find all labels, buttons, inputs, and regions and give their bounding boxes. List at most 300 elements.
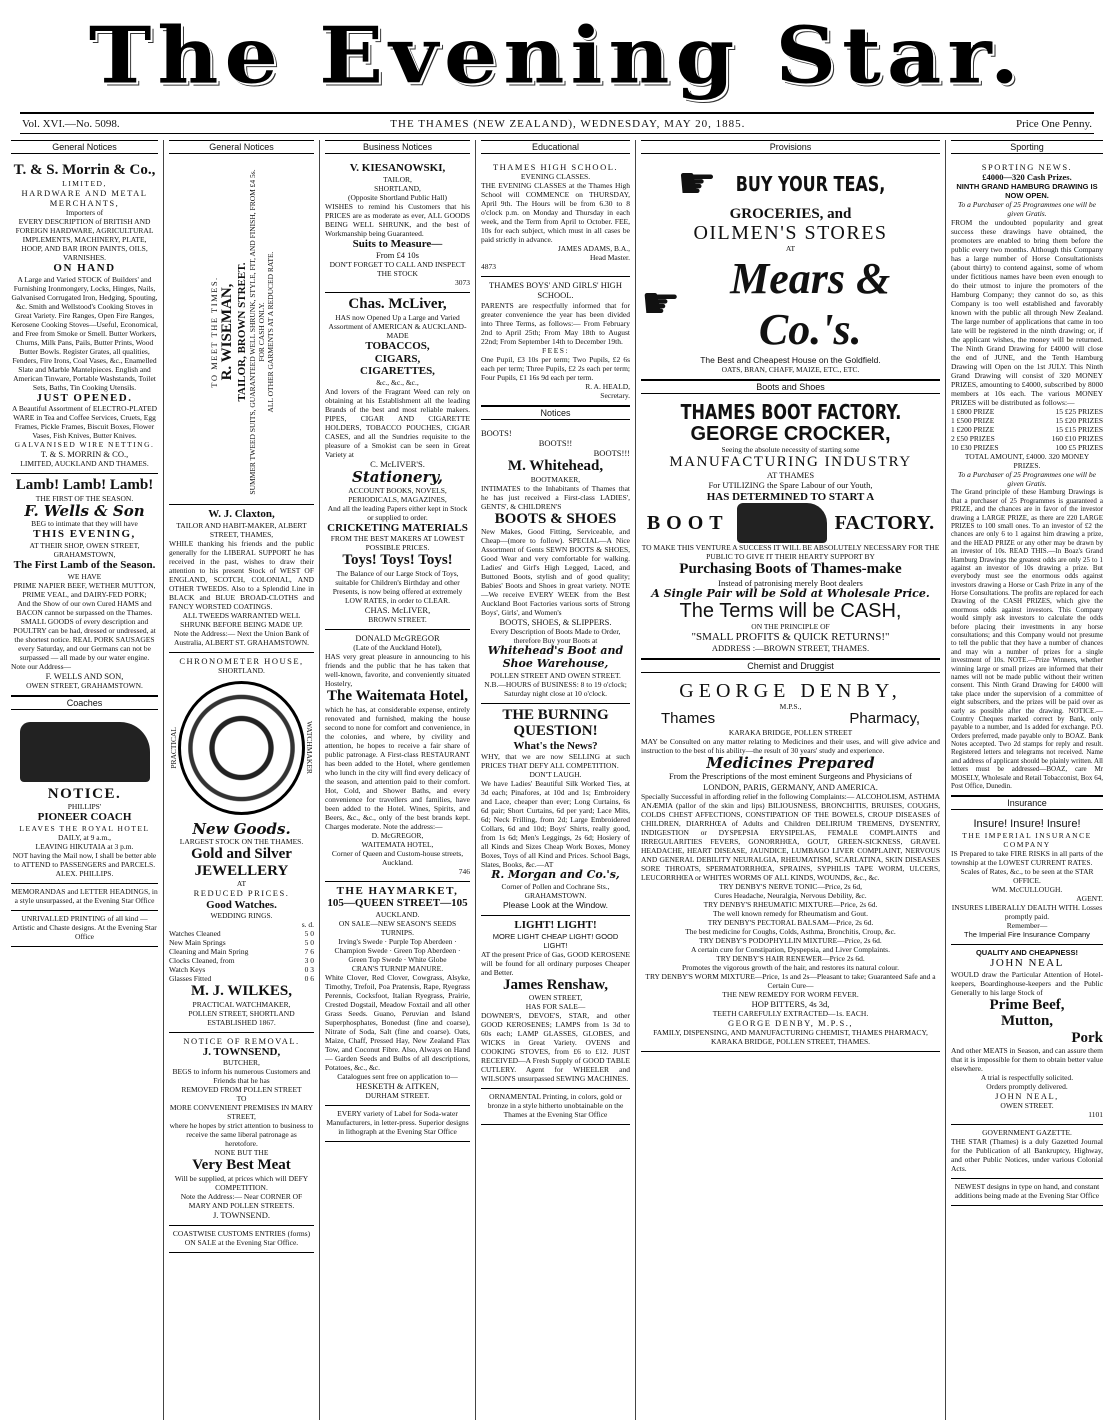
ad-morrin	[11, 159, 158, 474]
ad-morrin-onhand: ON HAND	[53, 261, 116, 274]
ad-chrono-watches: Good Watches.	[206, 898, 277, 911]
ad-girls-feebody: One Pupil, £3 10s per term; Two Pupils, £2 6s each per term; Three Pupils, £2 2s each per term; Four Pupils, £1 16s 9d each per term.	[481, 354, 630, 382]
ad-renshaw-street: OWEN STREET,	[528, 993, 583, 1003]
ad-labels: EVERY variety of Label for Soda-water Manufacturers, in letter-press. Superior designs in lithograph at the Evening Star Office	[325, 1106, 470, 1142]
ad-haymarket-town: AUCKLAND.	[375, 909, 420, 919]
ad-crocker-make: TO MAKE THIS VENTURE A SUCCESS IT WILL BE ABSOLUTELY NECESSARY FOR THE PUBLIC TO GIVE IT THEIR HEARTY SUPPORT BY	[641, 543, 940, 562]
ad-haymarket-sig: HESKETH & AITKEN,	[356, 1080, 439, 1091]
ad-claxton-name: W. J. Claxton,	[208, 508, 275, 520]
ad-insurance-agent: AGENT.	[1076, 894, 1103, 904]
ad-waitemata-hotel: The Waitemata Hotel,	[327, 688, 468, 705]
ad-sporting-purchaser: To a Purchaser of 25 Programmes one will be given Gratis.	[958, 200, 1096, 219]
ad-lamb-have: WE HAVE	[67, 571, 102, 581]
ad-removal-removed: REMOVED FROM POLLEN STREET	[181, 1085, 302, 1095]
ad-chrono-street: POLLEN STREET, SHORTLAND	[188, 1008, 295, 1018]
price-value: 3 0	[304, 956, 314, 966]
ad-lamb-addr1: F. WELLS AND SON,	[45, 670, 124, 681]
ad-renshaw-body: AT the present Price of Gas, GOOD KEROSENE will be found for all ordinary purposes Cheaper and Better.	[481, 949, 631, 977]
price-item: Cleaning and Main Spring	[169, 947, 249, 957]
column-general-notices-1	[6, 140, 164, 1420]
ad-haymarket-name: THE HAYMARKET,	[336, 884, 459, 897]
ad-lamb-intro: BEG to intimate that they will have	[31, 519, 138, 529]
ad-crocker	[641, 399, 940, 660]
prize-cell: 10 £30 PRIZES	[951, 443, 999, 453]
ad-insurance-sig: WM. McCULLOUGH.	[991, 885, 1063, 895]
ad-crocker-addr: ADDRESS :—BROWN STREET, THAMES.	[711, 643, 870, 654]
ad-memo: MEMORANDAS and LETTER HEADINGS, in a style unsurpassed, at the Evening Star Office	[11, 884, 158, 911]
ad-mcliver-more: And lovers of the Fragrant Weed can rely on obtaining at his Establishment all the leading Brands of the best and most reliable makers. PIPES, CIGAR AND CIGARETTE HOLDERS, TOBACCO POUCHES, CIGAR CASES, and all the Sundries requisite to the pleasure of a Smokist can be seen in Great Variety at	[325, 386, 470, 459]
price-value: 0 6	[304, 974, 314, 984]
ad-denby-hair: TRY DENBY'S HAIR RENEWER—Price 2s 6d.	[716, 953, 865, 963]
prize-cell: 1 £500 PRIZE	[951, 416, 995, 426]
ad-chrono-sub: SHORTLAND.	[218, 665, 265, 675]
ad-neal-orders: Orders promptly delivered.	[986, 1082, 1068, 1092]
ad-insurance-head: Insure! Insure! Insure!	[973, 818, 1081, 831]
ad-neal-name: JOHN NEAL	[990, 957, 1064, 970]
ad-lamb-shop: AT THEIR SHOP, OWEN STREET, GRAHAMSTOWN,	[29, 540, 140, 559]
ad-waitemata-body: HAS very great pleasure in announcing to his friends and the public that he has taken that well-known, favorite, and conveniently situated Hostelry,	[325, 652, 470, 689]
ad-morgan-news: What's the News?	[513, 739, 598, 752]
price-row	[169, 974, 314, 983]
ad-neal-num: 1101	[1088, 1110, 1103, 1120]
column-educational	[476, 140, 636, 1420]
ad-sporting-body: FROM the undoubted popularity and great success these drawings have obtained, the promoters are enabled to bring them before the public every two months. Although this Company has a large number of Horse Consultationists (about thirty) to contend against, some of whom under fictitious names have been even enough to do their utmost to injure the promoters of the Hamburg Company; they cannot do so, as this Company is too well established and favorably known with the public all through New Zealand. The large number of applications that came in too late will be registered in the ninth drawing; or, if the applicant wishes, the money will be returned. The Ninth Grand Drawing for £4000 will close the end of JUNE, and the Tenth Hamburg Drawing will Open on the 1st JULY. This Ninth Grand Drawing will consist of 320 MONEY PRIZES, amounting to £4000, subscribed by 8000 members at 10s each. The various MONEY PRIZES will be distributed as follows:—	[951, 218, 1103, 408]
column-general-notices-2	[164, 140, 320, 1420]
ad-denby-rheum2: The well known remedy for Rheumatism and Gout.	[713, 908, 868, 918]
ad-haymarket-list: Irving's Swede · Purple Top Aberdeen · Champion Swede · Green Top Aberdeen · Green Top Swede · White Globe	[334, 936, 461, 964]
ad-denby-podo2: A certain cure for Constipation, Dyspepsia, and Liver Complaints.	[691, 944, 890, 954]
ad-morrin-opened-body: A Beautiful Assortment of ELECTRO-PLATED WARE in Tea and Coffee Services, Cruets, Egg Frames, Pickle Frames, Biscuit Boxes, Flower Vases, Fish Knives, Butter Knives.	[12, 404, 157, 441]
ad-coach-body: NOT having the Mail now, I shall be better able to ATTEND to PASSENGERS and PARCELS.	[12, 850, 157, 869]
ad-denby-karaka: KARAKA BRIDGE, POLLEN STREET	[728, 727, 853, 737]
ad-denby-hair2: Promotes the vigorous growth of the hair, and restores its natural colour.	[682, 962, 899, 972]
ad-whitehead	[481, 425, 630, 704]
ad-wiseman-line4: SUMMER TWEED SUITS, GUARANTEED WELL SHRUNK, STYLE, FIT, AND FINISH, FROM £4 5s.	[247, 168, 257, 495]
ad-crocker-for: For UTILIZING the Spare Labour of our Youth,	[708, 480, 873, 491]
ad-crocker-principle: ON THE PRINCIPLE OF	[751, 621, 830, 631]
ad-morgan-look: Please Look at the Window.	[503, 899, 608, 910]
ad-coach-pioneer: PIONEER COACH	[37, 811, 132, 824]
ad-girls-body: PARENTS are respectfully informed that for greater convenience the year has been divided into Three Terms, as follows:— From February 2nd to April 25th; From May 18th to August 22nd; From September 14th to December 19th.	[481, 300, 630, 346]
ad-whitehead-boots1: BOOTS!	[481, 427, 512, 438]
prize-cell: 15 £25 PRIZES	[1055, 407, 1103, 417]
ad-removal-to: TO	[236, 1094, 247, 1104]
ad-hs-body: THE EVENING CLASSES at the Thames High School will COMMENCE on THURSDAY, April 9th. The Hours will be from 6.30 to 8 o'clock p.m. on Monday and Thursday in each week, and the Term from April to October. FEE, 10s for each subject, which must in all cases be paid strictly in advance.	[481, 181, 630, 245]
ad-crocker-terms: The Terms will be CASH,	[679, 599, 902, 622]
ad-renshaw-head: LIGHT! LIGHT!	[514, 919, 597, 932]
ad-renshaw	[481, 916, 630, 1089]
ad-haymarket-street: DURHAM STREET.	[365, 1091, 430, 1101]
ad-coach-phillips: PHILLIPS'	[67, 802, 102, 812]
price-value: 5 0	[304, 938, 314, 948]
section-heading-coaches: Coaches	[11, 696, 158, 710]
masthead	[0, 0, 1114, 110]
ad-denby-meds: Medicines Prepared	[706, 753, 875, 772]
ad-neal-beef: Prime Beef,	[989, 996, 1065, 1013]
ad-gazette-head: GOVERNMENT GAZETTE.	[982, 1128, 1072, 1138]
ad-renshaw-sub: MORE LIGHT CHEAP LIGHT! GOOD LIGHT!	[492, 931, 619, 950]
ad-haymarket-sale: ON SALE—NEW SEASON'S SEEDS	[338, 918, 457, 928]
ad-morrin-footer2: LIMITED, AUCKLAND AND THAMES.	[20, 459, 149, 469]
ad-waitemata-owner: DONALD McGREGOR	[355, 632, 440, 643]
ad-mcliver-sig: CHAS. McLIVER,	[364, 604, 431, 615]
clock-wheel-icon	[178, 681, 305, 815]
ad-chrono-price-list	[169, 929, 314, 983]
prize-row	[951, 425, 1103, 434]
ad-lamb-sub: THE FIRST OF THE SEASON.	[35, 493, 134, 503]
ad-chrono-reduced: REDUCED PRICES.	[193, 888, 290, 899]
ad-kiesanowski-body: WISHES to remind his Customers that his PRICES are as moderate as ever, ALL GOODS BEING WELL SHRUNK, and the best of Workmanship being Guaranteed.	[325, 201, 470, 238]
ad-haymarket-turnips: TURNIPS.	[380, 927, 415, 937]
ad-sporting-prize: £4000—320 Cash Prizes.	[982, 172, 1072, 183]
ad-neal-trial: A trial is respectfully solicited.	[980, 1073, 1074, 1083]
ad-denby-pharmacy: Pharmacy,	[849, 710, 920, 728]
ad-haymarket-body: White Clover, Red Clover, Cowgrass, Alsyke, Timothy, Trefoil, Poa Pratensis, Rape, Ryegrass Perennis, Cocksfoot, Italian Ryegrass, Prairie, Crested Dogstail, Meadow Foxtail and all other Grass Seeds. Guano, Peruvian and Island Superphosphates, Bonedust (fine and coarse), Nitrate of Soda, Salt (fine and coarse). Oats, Maize, Chaff, Pressed Hay, New Zealand Flax Tow, and Coconut Fibre. Also, Always on Hand— Garden Seeds and Bulbs of all descriptions, Potatoes, &c., &c.	[325, 972, 470, 1072]
ad-coach-daily: DAILY, at 9 a.m.,	[57, 832, 112, 842]
ad-mears-best: The Best and Cheapest House on the Goldfield.	[700, 354, 881, 365]
section-heading-chemist: Chemist and Druggist	[641, 659, 940, 673]
ad-renshaw-body2: DOWNER'S, DEVOE'S, STAR, and other GOOD KEROSENES; LAMPS from 1s 3d to 60s each; LAMP GLASSES, GLOBES, and WICKS in Great Variety. OVENS and COOKING STOVES, from £6 to £12. JUST RECEIVED—A Fresh Supply of GOOD TABLE CUTLERY. Agent for WHEELER and WILSON'S unsurpassed SEWING MACHINES.	[481, 1011, 630, 1084]
ad-renshaw-name: James Renshaw,	[502, 976, 608, 993]
ad-hs-name: THAMES HIGH SCHOOL.	[492, 162, 619, 172]
ad-neal-mutton: Mutton,	[1000, 1013, 1054, 1030]
ad-kiesanowski-trade: TAILOR,	[383, 174, 412, 184]
ad-chrono-gold: Gold and Silver JEWELLERY	[191, 846, 292, 879]
price-item: Watch Keys	[169, 965, 206, 975]
ad-morrin-opened: JUST OPENED.	[36, 391, 133, 404]
ad-kiesanowski	[325, 159, 470, 293]
ad-denby-name: GEORGE DENBY,	[679, 680, 902, 703]
ad-crocker-purch: Purchasing Boots of Thames-make	[679, 561, 902, 578]
ad-lamb-note: Note our Address—	[11, 661, 71, 671]
prize-row	[951, 434, 1103, 443]
ad-crocker-small: "SMALL PROFITS & QUICK RETURNS!"	[691, 630, 890, 643]
ad-crocker-at: AT THAMES	[766, 470, 815, 481]
ad-lamb-addr2: OWEN STREET, GRAHAMSTOWN.	[26, 680, 143, 690]
ad-kiesanowski-town: SHORTLAND,	[374, 183, 421, 193]
ad-chrono-practical: PRACTICAL	[169, 726, 178, 769]
ad-mcliver-makers: FROM THE BEST MAKERS AT LOWEST POSSIBLE PRICES.	[330, 534, 465, 553]
ad-whitehead-boots3: BOOTS!!!	[593, 447, 630, 458]
ad-neal-quality: QUALITY AND CHEAPNESS!	[975, 948, 1079, 958]
ad-claxton-all: ALL TWEEDS WARRANTED WELL SHRUNK BEFORE BEING MADE UP.	[180, 610, 303, 629]
ad-sporting-ninth: NINTH GRAND HAMBURG DRAWING IS NOW OPEN.	[956, 182, 1098, 201]
ad-whitehead-addr: POLLEN STREET AND OWEN STREET.	[490, 670, 621, 680]
ad-removal	[169, 1033, 314, 1227]
ad-kiesanowski-from: From £4 10s	[376, 250, 419, 261]
ad-whitehead-body3: Every Description of Boots Made to Order, therefore Buy your Boots at	[490, 627, 621, 646]
ad-ornamental: ORNAMENTAL Printing, in colors, gold or bronze in a style hitherto unobtainable on the Thames at the Evening Star Office	[481, 1089, 630, 1125]
ad-removal-supply: Will be supplied, at prices which will DEFY COMPETITION.	[174, 1173, 309, 1192]
boot-icon	[737, 503, 827, 543]
ad-kiesanowski-num: 3073	[455, 278, 470, 288]
ad-removal-meat: Very Best Meat	[192, 1157, 291, 1174]
ad-kiesanowski-forget: DON'T FORGET TO CALL AND INSPECT THE STOCK	[329, 260, 466, 279]
column-sporting	[946, 140, 1108, 1420]
ad-insurance-remember: Remember—	[1006, 921, 1048, 931]
price-row	[169, 938, 314, 947]
ad-mears-oats: OATS, BRAN, CHAFF, MAIZE, ETC., ETC.	[721, 364, 860, 374]
ad-sporting-body2: The Grand principle of these Hamburg Drawings is that a purchaser of 25 Programmes is guaranteed a PRIZE, and the chances are in favor of the investor drawing a LARGE PRIZE, as there are 220 LARGE PRIZES to 100 small ones. To an investor of £2 the chances are only 6 to 1 against him drawing a prize, and the HEAD PRIZE or any other may be drawn by an investor of 10s. READ THIS.—In Boaz's Grand Hamburg Drawings the greatest odds are only 25 to 1 against an investor of 10s drawing a prize. But everybody must see the enormous odds against investors drawing a Horse or Cash Prize in any of the Horse Consultations. The profits are replaced for each Drawing of the CASH PRIZES, which give the enormous odds against investors. This Company would simply ask investors to calculate the odds before placing their investments in any horse consultations; and this Company would not presume to tell the public that they have a number of chances and may win a number of prizes for a single investment of 10s. NOTE.—Prize Winners, whether winning large or small prizes are informed that their names will not be made public without their written consent. This Ninth Grand Drawing for £4000 will take place under the supervision of a committee of eight subscribers, and the prizes will be paid over as early as possible after the drawing. NOTICE.—Country Cheques marked correct by Bank, only payable to a number, and 1s added for exchange. P.O. Orders preferred, made payable only to BOAZ. Bank Notes accepted. Two 2d stamps for reply and result. Registered letters and telegrams not received. Name and address of applicant should be plainly written. All letters must be addressed—BOAZ, care Mr MOSELY, Wholesale and Retail Tobacconist, Box 64, Post Office, Dunedin.	[951, 488, 1103, 791]
ad-newest: NEWEST designs in type on hand, and constant additions being made at the Evening Star Office	[951, 1179, 1103, 1206]
ad-morgan-head: THE BURNING QUESTION!	[502, 706, 609, 740]
ad-mcliver-sigstreet: BROWN STREET.	[368, 614, 427, 624]
ad-morgan-body2: We have Ladies' Beautiful Silk Worked Ties, at 3d each; Pinafores, at 10d and 1s; Embroidery and Lace, cheaper than ever; Long Curtains, 6s 6d pair; Short Curtains, 6d per yard; Lace Mits, 6d; Neck Frilling, from 2d; Large Embroidered Collars, 6d and 10d; Boys' Shirts, really good, from 1s 6d; Men's Leggings, 2s 6d; Hosiery of all Kinds and Sizes Cheap Work Boxes, Money Boxes, Toys of all Kind and Prices. School Bags, Slates, Books, &c.—AT	[481, 779, 630, 870]
ad-insurance-body: IS Prepared to take FIRE RISKS in all parts of the township at the LOWEST CURRENT RATES.	[951, 849, 1103, 868]
ad-waitemata-late: (Late of the Auckland Hotel),	[353, 643, 442, 653]
ad-morrin-body: A Large and Varied STOCK of Builders' and Furnishing Ironmongery, Locks, Hinges, Nails, Galvanised Corrugated Iron, Hedging, Spouting, &c. Smith and Wellstood's Cooking Stoves in Great Variety. Fire Ranges, Open Fire Ranges, Kerosene Cooking Stoves—Useful, Economical, and Free from Smoke or Smell. Butter Workers, Churns, Milk Pans, Pails, Butter Prints, Wood Butter Bowls. Register Grates, all qualities, Fenders, Fire Irons, Coal Vases, &c., Enamelled Slate and Marble Mantelpieces. English and American Tinware, Portable Washstands, Toilet Sets, Baths, Tin Cooking Utensils.	[11, 274, 158, 392]
ad-denby-worm2: THE NEW REMEDY FOR WORM FEVER.	[722, 989, 859, 999]
ad-removal-note: Note the Address:— Near CORNER OF MARY AND POLLEN STREETS.	[180, 1191, 303, 1210]
ad-waitemata-sig2: WAITEMATA HOTEL,	[361, 839, 434, 849]
ad-denby-pect: TRY DENBY'S PECTORAL BALSAM—Price, 2s 6d.	[707, 917, 874, 927]
ad-whitehead-hours: N.B.—HOURS of BUSINESS: 8 to 19 o'clock; Saturday night close at 10 o'clock.	[484, 679, 627, 698]
ad-mears-head: BUY YOUR TEAS,	[735, 171, 886, 196]
ad-printing: UNRIVALLED PRINTING of all kind —Artistic and Chaste designs. At the Evening Star Office	[11, 911, 158, 947]
ad-waitemata-sig: D. McGREGOR,	[371, 830, 424, 840]
ad-mcliver-tobaccos: TOBACCOS,	[365, 339, 430, 352]
coach-illustration	[20, 722, 150, 782]
ad-chrono-name: M. J. WILKES,	[191, 983, 292, 1000]
ad-chrono-at: AT	[236, 879, 247, 889]
price: Price One Penny.	[1016, 117, 1092, 130]
ad-girls-sig2: Secretary.	[600, 390, 630, 400]
ad-denby-mps: M.P.S.,	[779, 702, 802, 712]
ad-removal-head: NOTICE OF REMOVAL.	[183, 1035, 300, 1046]
ad-mcliver-toybody: The Balance of our Large Stock of Toys, suitable for Children's Birthday and other Presents, is now being offered at extremely LOW RATES, in order to CLEAR.	[332, 568, 463, 605]
ad-wiseman-line1: TO MEET THE TIMES.	[208, 275, 219, 388]
ad-claxton-title: TAILOR AND HABIT-MAKER, ALBERT STREET, THAMES,	[176, 520, 307, 539]
pointing-hand-icon-2: ☛	[641, 278, 681, 328]
price-row	[169, 947, 314, 956]
ad-hs-sig2: Head Master.	[590, 253, 630, 263]
ad-denby-from: From the Prescriptions of the most eminent Surgeons and Physicians of	[668, 771, 912, 782]
ad-coastwise: COASTWISE CUSTOMS ENTRIES (forms) ON SALE at the Evening Star Office.	[169, 1226, 314, 1253]
ad-hs-num: 4873	[481, 262, 496, 272]
dateline	[20, 112, 1094, 134]
ad-claxton-note: Note the Address:— Next the Union Bank of Australia, ALBERT ST. GRAHAMSTOWN.	[173, 628, 310, 647]
ad-removal-premises: MORE CONVENIENT PREMISES IN MARY STREET,	[169, 1103, 314, 1122]
ad-denby	[641, 678, 940, 1052]
ad-renshaw-sale: HAS FOR SALE—	[525, 1002, 586, 1012]
ad-whitehead-body2: New Makes, Good Fitting, Serviceable, and Cheap—(more to follow). SPECIAL—A Nice Assortment of Gents SEWN BOOTS & SHOES, Good Wear and very comfortable for walking. Ladies' and Girl's High Legged, Laced, and Buttoned Boots, stylish and of good quality; Babies' Boots and Shoes in great variety. NOTE—We receive EVERY WEEK from the Best Auckland Boot Factories various sorts of Strong Boys', Girls', and Women's	[481, 527, 630, 618]
ad-lamb	[11, 474, 158, 695]
ad-lamb-first: The First Lamb of the Season.	[13, 558, 156, 571]
prize-cell: 15 £20 PRIZES	[1055, 416, 1103, 426]
ad-kiesanowski-suits: Suits to Measure—	[352, 237, 443, 250]
prize-row	[951, 443, 1103, 452]
dateline-center: THE THAMES (NEW ZEALAND), WEDNESDAY, MAY 20, 1885.	[390, 117, 746, 130]
ad-removal-none: NONE BUT THE	[214, 1148, 269, 1158]
prize-row	[951, 416, 1103, 425]
ad-mears-groceries: GROCERIES, and	[729, 206, 852, 222]
price-value: 5 0	[304, 929, 314, 939]
ad-morgan-sig: R. Morgan and Co.'s,	[491, 868, 620, 882]
ad-high-school	[481, 159, 630, 277]
ad-mcliver-papers: And all the leading Papers either kept in Stock or supplied to order.	[327, 503, 468, 522]
ad-neal-body: WOULD draw the Particular Attention of Hotel-keepers, Boardinghouse-keepers and the Public Generally to his large Stock of	[951, 969, 1103, 997]
price-value: 7 6	[304, 947, 314, 957]
ad-denby-special: Specially Successful in affording relief in the following Complaints:— ALCOHOLISM, ASTHMA ANÆMIA (pallor of the skin and lips) BILIOUSNESS, BRONCHITIS, BRUISES, COUGHS, COLDS CHEST AFFECTIONS, CONSTIPATION OF THE BOWELS, CROUP DISEASES of CHILDREN, DIARRHŒA of Adults and Children DELIRIUM TREMENS, DYSENTRY, INDIGESTION or DYSPEPSIA ERYSIPELAS, FEMALE COMPLAINTS and IRREGULARITIES FEVERS, GONORRHŒA, GOUT, GREEN-SICKNESS, GRAVEL HEADACHE, HEART DISEASE, JAUNDICE, LUMBAGO LIVER COMPLAINT, NERVOUS AND GENERAL DEBILITY NEURALGIA, RHEUMATISM, SCARLATINA, SKIN DISEASES SORE THROATS, SPERMATORRHŒA, SPRAINS, SYPHILIS TAPE WORM, ULCERS, LEUCORRHŒA or WHITES WORMS OF ALL KINDS, WOUNDS, &c., &c.	[641, 791, 940, 882]
section-heading: Educational	[481, 140, 630, 154]
ad-mcliver-books: ACCOUNT BOOKS, NOVELS, PERIODICALS, MAGAZINES,	[348, 485, 447, 504]
ad-lamb-prime: PRIME NAPIER BEEF, WETHER MUTTON, PRIME VEAL, and DAIRY-FED PORK;	[13, 580, 156, 599]
ad-sporting-purchaser2: To a Purchaser of 25 Programmes one will be given Gratis.	[958, 470, 1096, 489]
section-heading: General Notices	[169, 140, 314, 154]
ad-denby-nerve: TRY DENBY'S NERVE TONIC—Price, 2s 6d,	[719, 881, 862, 891]
ad-mcliver-body: HAS now Opened Up a Large and Varied Assortment of AMERICAN & AUCKLAND-MADE	[328, 312, 467, 340]
ad-denby-nerve2: Cures Headache, Neuralgia, Nervous Debility, &c.	[714, 890, 867, 900]
ad-insurance-liberal: INSURES LIBERALLY DEALTH WITH. Losses promptly paid.	[951, 903, 1103, 922]
ad-neal-street: OWEN STREET.	[1000, 1101, 1054, 1111]
ad-insurance	[951, 815, 1103, 945]
ad-whitehead-body: INTIMATES to the Inhabitants of Thames that he has just received a First-class LADIES', GENTS', & CHILDREN'S	[481, 483, 630, 511]
ad-neal-pork: Pork	[1071, 1029, 1103, 1046]
ad-coach-leaves: LEAVES THE ROYAL HOTEL	[19, 823, 150, 833]
ad-kiesanowski-opp: (Opposite Shortland Public Hall)	[348, 192, 447, 202]
ad-coach-sig: ALEX. PHILLIPS.	[55, 868, 114, 878]
ad-morrin-line2: MERCHANTS,	[49, 197, 120, 208]
ad-morgan-body: WHY, that we are now SELLING at such PRICES THAT DEFY ALL COMPETITION.	[481, 752, 630, 771]
ad-mcliver-etc: &c., &c., &c.,	[376, 377, 419, 387]
ad-chrono-watchmaker: WATCHMAKER	[305, 721, 314, 775]
prize-cell: 1 £200 PRIZE	[951, 425, 995, 435]
ad-morgan-addr: Corner of Pollen and Cochrane Sts., GRAHAMSTOWN.	[501, 881, 610, 900]
ad-lamb-body: And the Show of our own Cured HAMS and BACON cannot be surpassed on the Thames. SMALL GOODS of every description and POULTRY can be had, dressed or undressed, at the shortest notice. REAL PORK SAUSAGES every Saturday, and our Germans can not be surpassed — all made by our water engine.	[13, 598, 156, 662]
ad-whitehead-warehouse: Whitehead's Boot and Shoe Warehouse,	[487, 644, 624, 670]
ad-removal-body: BEGS to inform his numerous Customers and Friends that he has	[172, 1067, 311, 1086]
ad-mcliver-cigars: CIGARS,	[374, 352, 421, 365]
ad-mcliver-toys: Toys! Toys! Toys!	[342, 552, 453, 569]
ad-chrono-newgoods: New Goods.	[192, 819, 291, 838]
ad-denby-sig: GEORGE DENBY, M.P.S.,	[727, 1017, 854, 1028]
ad-haymarket-addr: 105—QUEEN STREET—105	[327, 897, 468, 910]
price-item: Glasses Fitted	[169, 974, 212, 984]
ad-mears	[641, 159, 940, 380]
ad-chrono-largest: LARGEST STOCK ON THE THAMES.	[179, 837, 304, 847]
ad-morgan-laugh: DON'T LAUGH.	[529, 770, 582, 780]
ad-waitemata-num: 746	[458, 866, 470, 876]
ad-denby-thames: Thames	[661, 710, 716, 728]
ad-denby-podo: TRY DENBY'S PODOPHYLLIN MIXTURE—Price, 2s 6d.	[699, 935, 882, 945]
price-row	[169, 956, 314, 965]
ad-girls-school	[481, 277, 630, 405]
ad-removal-hope: where he hopes by strict attention to business to receive the same liberal patronage as heretofore.	[169, 1121, 314, 1149]
ad-morrin-footer: T. & S. MORRIN & CO.,	[40, 449, 129, 460]
ad-crocker-fact: FACTORY.	[834, 511, 935, 534]
prize-cell: 1 £800 PRIZE	[951, 407, 995, 417]
ad-girls-name: THAMES BOYS' AND GIRLS' HIGH SCHOOL.	[489, 280, 622, 301]
ad-denby-hop: HOP BITTERS, 4s 3d,	[751, 998, 830, 1009]
price-item: Watches Cleaned	[169, 929, 221, 939]
ad-crocker-instead: Instead of patronising merely Boot dealers	[718, 577, 863, 588]
price-item: New Main Springs	[169, 938, 226, 948]
ad-denby-cities: LONDON, PARIS, GERMANY, AND AMERICA.	[703, 781, 878, 792]
ad-wiseman	[169, 159, 314, 505]
ad-girls-fees: FEES:	[541, 345, 570, 355]
prize-cell: 160 £10 PRIZES	[1051, 434, 1103, 444]
section-heading: Business Notices	[325, 140, 470, 154]
ad-insurance-scales: Scales of Rates, &c., to be seen at the STAR OFFICE.	[960, 867, 1094, 886]
columns	[6, 140, 1108, 1420]
section-heading-notices: Notices	[481, 406, 630, 420]
ad-sporting-head: SPORTING NEWS.	[981, 162, 1073, 172]
ad-insurance-company: The Imperial Fire Insurance Company	[964, 930, 1090, 940]
ad-mcliver-at: C. McLIVER'S.	[370, 458, 425, 469]
section-heading-insurance: Insurance	[951, 796, 1103, 810]
pointing-hand-icon: ☛	[677, 159, 717, 208]
ad-morrin-wire: GALVANISED WIRE NETTING.	[14, 440, 155, 450]
ad-crocker-factory: THAMES BOOT FACTORY.	[680, 399, 901, 424]
ad-chrono-rings: WEDDING RINGS.	[210, 911, 273, 921]
ad-wiseman-line6: ALL OTHER GARMENTS AT A REDUCED RATE.	[265, 250, 275, 413]
ad-wiseman-line3: TAILOR, BROWN STREET.	[235, 262, 248, 401]
ad-insurance-name: THE IMPERIAL INSURANCE COMPANY	[962, 831, 1092, 850]
ad-coach	[11, 715, 158, 884]
ad-lamb-head: Lamb! Lamb! Lamb!	[15, 477, 154, 494]
ad-wiseman-name: R. WISEMAN,	[218, 283, 235, 380]
ad-whitehead-bss: BOOTS, SHOES, & SLIPPERS.	[499, 617, 612, 628]
ad-removal-sig: J. TOWNSEND.	[212, 1209, 271, 1220]
ad-denby-rheum: TRY DENBY'S RHEUMATIC MIXTURE—Price, 2s 6d.	[703, 899, 878, 909]
ad-haymarket-manure: CRAN'S TURNIP MANURE.	[351, 963, 444, 973]
ad-girls-sig: R. A. HEALD,	[585, 381, 630, 391]
section-heading: Sporting	[951, 140, 1103, 154]
ad-denby-teeth: TEETH CAREFULLY EXTRACTED—1s. EACH.	[712, 1008, 869, 1018]
ad-waitemata	[325, 630, 470, 882]
ad-gazette-body: THE STAR (Thames) is a duly Gazetted Journal for the Publication of all Bankruptcy, Highway, and other Public Notices, under various Colonial Acts.	[951, 1137, 1103, 1174]
ad-waitemata-body2: which he has, at considerable expense, entirely renovated and furnished, making the house second to none for comfort and convenience, in the colonies, and where, by civility and attention, he hopes to receive a fair share of public patronage. A First-class RESTAURANT has been added to the Hotel, where gentlemen who lunch in the city will find every delicacy of the season, and attention paid to their comfort. Hot, Cold, and Shower Baths, and every convenience for travellers and families, have been added to the Hotel. Wines, Spirits, and Beers, &c., &c., only of the best brands kept. Charges moderate. Note the address:—	[325, 704, 470, 831]
masthead-title: The Evening Star.	[88, 9, 1026, 101]
ad-chrono-trade: PRACTICAL WATCHMAKER,	[192, 999, 291, 1009]
ad-mcliver-name: Chas. McLiver,	[348, 296, 447, 313]
section-heading: General Notices	[11, 140, 158, 154]
ad-morgan	[481, 704, 630, 916]
ad-whitehead-name: M. Whitehead,	[507, 458, 604, 475]
ad-morrin-line3: Importers of	[65, 207, 104, 217]
ad-sporting-total: TOTAL AMOUNT, £4000. 320 MONEY PRIZES.	[964, 452, 1090, 471]
ad-mears-at: AT	[785, 243, 796, 253]
section-heading: Provisions	[641, 140, 940, 154]
prize-cell: 2 £50 PRIZES	[951, 434, 995, 444]
ad-mears-oilmen: OILMEN'S STORES	[693, 221, 888, 244]
ad-crocker-industry: MANUFACTURING INDUSTRY	[669, 453, 912, 470]
ad-crocker-single: A Single Pair will be Sold at Wholesale Price.	[651, 586, 930, 600]
volume-number: Vol. XVI.—No. 5098.	[22, 117, 120, 130]
ad-denby-worm: TRY DENBY'S WORM MIXTURE—Price, 1s and 2s—Pleasant to take; Guaranteed Safe and a Certain Cure—	[645, 971, 936, 990]
ad-claxton	[169, 505, 314, 653]
ad-haymarket	[325, 882, 470, 1106]
ad-denby-sig2: FAMILY, DISPENSING, AND MANUFACTURING CHEMIST, THAMES PHARMACY,	[653, 1028, 928, 1038]
price-value: 0 3	[304, 965, 314, 975]
prize-cell: 15 £15 PRIZES	[1055, 425, 1103, 435]
ad-hs-sig: JAMES ADAMS, B.A.,	[557, 244, 630, 254]
ad-neal	[951, 945, 1103, 1125]
ad-mears-name: Mears & Co.'s.	[730, 253, 891, 354]
ad-morrin-limited: LIMITED,	[62, 178, 107, 188]
ad-crocker-boot: BOOT	[646, 511, 729, 534]
ad-neal-sig: JOHN NEAL,	[995, 1091, 1059, 1102]
price-row	[169, 929, 314, 938]
ad-lamb-evening: THIS EVENING,	[33, 528, 136, 541]
ad-claxton-body: WHILE thanking his friends and the public generally for the LIBERAL SUPPORT he has received in the past, wishes to draw their attention to his present Stock of WEST OF ENGLAND, SCOTCH, COLONIAL, AND OTHER TWEEDS. Also to a Splendid Line in BLACK and BLUE BROAD-CLOTHS and FANCY WORSTED COATINGS.	[169, 538, 314, 611]
ad-denby-consult: MAY be Consulted on any matter relating to Medicines and their uses, and will give advice and instruction to the best of his ability—the result of 30 years' study and experience.	[641, 736, 940, 755]
price-row	[169, 965, 314, 974]
section-heading-boots: Boots and Shoes	[641, 380, 940, 394]
ad-denby-pect2: The best medicine for Coughs, Colds, Asthma, Bronchitis, Croup, &c.	[685, 926, 896, 936]
ad-chrono-head: CHRONOMETER HOUSE,	[179, 655, 304, 666]
ad-kiesanowski-name: V. KIESANOWSKI,	[349, 162, 446, 174]
